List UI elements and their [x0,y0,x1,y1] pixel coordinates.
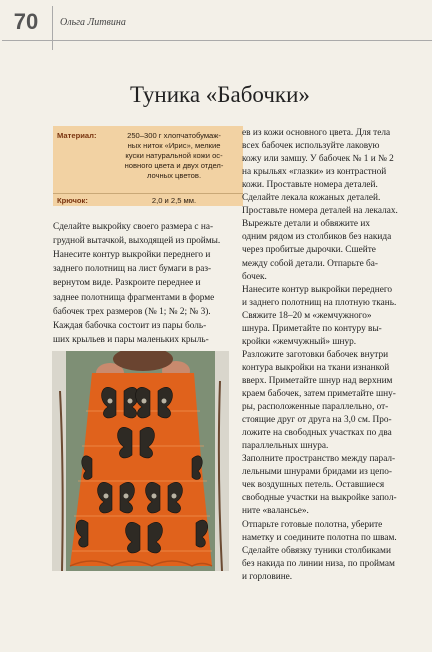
text-line: свободные участки на выкройке запол- [242,493,397,504]
text-line: бабочек трех размеров (№ 1; № 2; № 3). [53,306,211,317]
text-line: через пробитые дырочки. Сшейте [242,245,376,256]
text-line: Заполните пространство между парал- [242,454,396,465]
text-line: Нанесите контур выкройки переднего [242,284,393,295]
text-line: Сделайте обвязку туники столбиками [242,545,391,556]
text-line: кожи. Проставьте номера деталей. [242,180,378,191]
text-line: ложите на свободных участках по два [242,428,392,439]
text-line: чек воздушных петель. Оставшиеся [242,480,385,491]
text-line: Каждая бабочка состоит из пары боль- [53,320,207,331]
author-name: Ольга Литвина [60,17,126,28]
book-page: 70 Ольга Литвина Туника «Бабочки» Материал: 250–300 г хлопчатобумаж- ных ниток «Ирис», мелкие куски натуральной кожи ос- новного цвета и двух отдел- лочных цветов. Крючок: 2,0 и 2,5 мм. Сделайте выкройку своего размера с на- грудной вытачкой, выходящей из проймы. Нанесите контур выкройки переднего и заднего полотнищ на лист бумаги в раз- вернутом виде. Разкроите переднее и заднее полотнища фрагментами в форме бабочек трех размеров (№ 1; № 2; № 3). Каждая бабочка состоит из пары боль- ших крыльев и пары маленьких крыль- ев из кожи основного цвета. Для тела всех бабочек используйте лаковую кожу или замшу. У бабочек № 1 и № 2 на крыльях «глазки» из контрастной кожи. Проставьте номера деталей. Сделайте лекала кожаных деталей. Проставьте номера деталей на лекалах. Вырежьте детали и обвяжите их одним рядом из столбиков без накида через пробитые дырочки. Сшейте между собой детали. Отпарьте ба- бочек. Нанесите контур выкройки переднего и заднего полотнищ на плотную ткань. Свяжите 18–20 м «жемчужного» шнура. Приметайте по контуру вы- кройки «жемчужный» шнур. Разложите заготовки бабочек внутри контура выкройки на ткани изнанкой вверх. Приметайте шнур над верхним краем бабочек, затем приметайте шну- ры, расположенные параллельно, от- стоящие друг от друга на 3,0 см. Про- ложите на свободных участках по два параллельных шнура. Заполните пространство между парал- лельными шнурами бридами из цепо- чек воздушных петель. Оставшиеся свободные участки на выкройке запол- ните «валансье». Отпарьте готовые полотна, уберите наметку и соедините полотна по швам. Сделайте обвязку туники столбиками без накида по линии низа, по проймам и горловине. [0,0,432,652]
text-line: Сделайте лекала кожаных деталей. [242,193,381,204]
text-line: контура выкройки на ткани изнанкой [242,362,390,373]
text-line: всех бабочек используйте лаковую [242,141,380,152]
text-line: ших крыльев и пары маленьких крыль- [53,334,209,345]
text-line: Нанесите контур выкройки переднего и [53,250,211,261]
tunic-photo [52,351,229,571]
text-line: наметку и соедините полотна по швам. [242,532,397,543]
text-line: вернутом виде. Разкроите переднее и [53,278,201,289]
material-label: Материал: [57,131,97,140]
text-line: кожу или замшу. У бабочек № 1 и № 2 [242,154,394,165]
text-line: заднее полотнища фрагментами в форме [53,292,215,303]
text-line: стоящие друг от друга на 3,0 см. Про- [242,415,392,426]
text-line: вверх. Приметайте шнур над верхним [242,375,393,386]
text-line: Сделайте выкройку своего размера с на- [53,222,214,232]
text-line: лельными шнурами бридами из цепо- [242,467,392,478]
text-line: на крыльях «глазки» из контрастной [242,167,387,178]
text-line: заднего полотнищ на лист бумаги в раз- [53,264,212,275]
page-title: Туника «Бабочки» [130,82,310,107]
text-line: Вырежьте детали и обвяжите их [242,219,370,230]
text-line: и заднего полотнищ на плотную ткань. [242,297,397,308]
text-line: ев из кожи основного цвета. Для тела [242,128,391,138]
text-line: Проставьте номера деталей на лекалах. [242,206,398,217]
text-line: без накида по линии низа, по проймам [242,558,395,569]
text-line: ры, расположенные параллельно, от- [242,402,389,413]
text-line: и горловине. [242,571,293,582]
text-line: грудной вытачкой, выходящей из проймы. [53,236,221,247]
text-line: краем бабочек, затем приметайте шну- [242,389,396,399]
text-line: одним рядом из столбиков без накида [242,232,392,243]
hook-label: Крючок: [57,196,88,205]
page-number: 70 [13,9,39,34]
text-line: между собой детали. Отпарьте ба- [242,258,378,269]
hook-value: 2,0 и 2,5 мм. [151,196,197,205]
text-line: кройки «жемчужный» шнур. [242,336,357,347]
text-line: параллельных шнура. [242,441,329,452]
tunic-butterflies-illustration [52,351,229,571]
text-line: Свяжите 18–20 м «жемчужного» [242,310,372,321]
materials-separator [53,193,243,194]
text-line: шнура. Приметайте по контуру вы- [242,323,382,334]
text-line: Отпарьте готовые полотна, уберите [242,519,383,530]
text-line: ните «валансье». [242,506,309,517]
header-divider-horizontal [2,40,432,41]
text-line: Разложите заготовки бабочек внутри [242,349,389,360]
header-divider-vertical [52,6,53,50]
text-line: бочек. [242,271,267,282]
